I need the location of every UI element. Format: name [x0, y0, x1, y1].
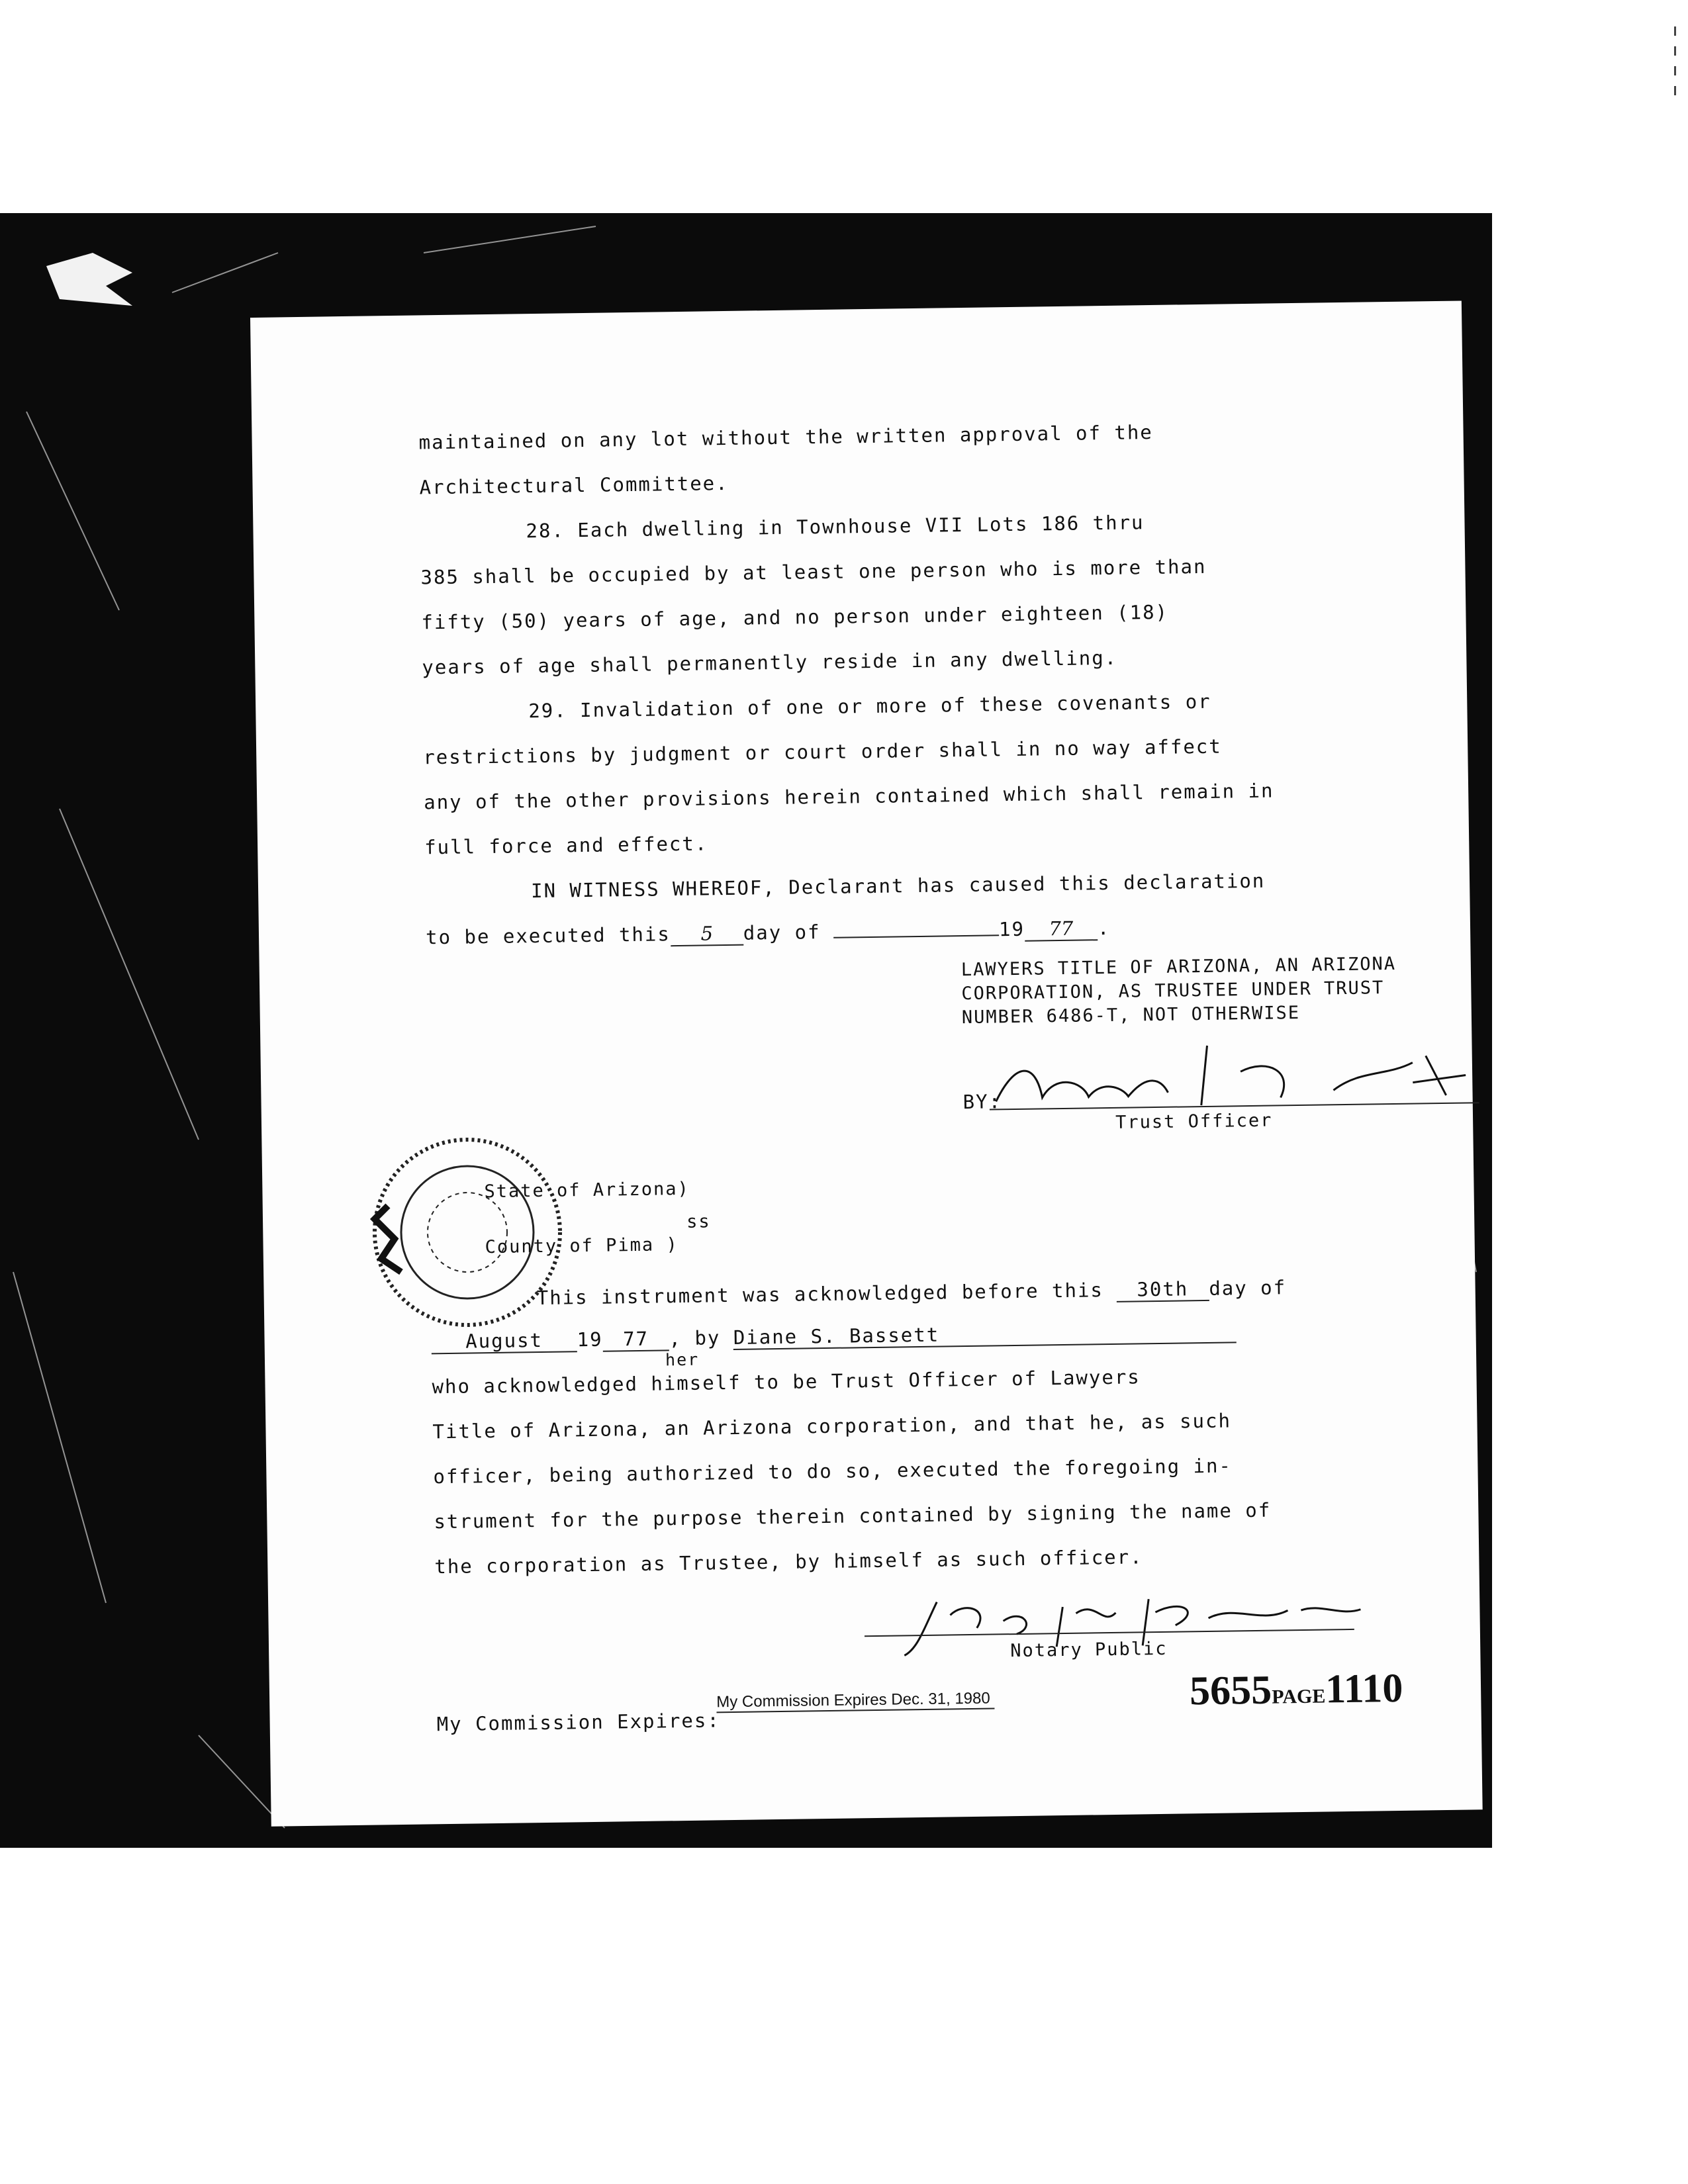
- inserted-word: her: [665, 1349, 700, 1370]
- signature-by-label: BY:: [962, 1090, 1002, 1114]
- declarant-line: CORPORATION, AS TRUSTEE UNDER TRUST: [961, 978, 1385, 1005]
- execution-day-of: day of: [743, 921, 821, 944]
- acknowledgment-line-1: [536, 1276, 1286, 1310]
- acknowledgment-day-of: day of: [1209, 1276, 1287, 1300]
- page-label: PAGE: [1272, 1685, 1326, 1708]
- commission-expiration-stamp: My Commission Expires Dec. 31, 1980: [716, 1690, 994, 1713]
- execution-year-field: 77: [1025, 917, 1098, 942]
- page-number: 1110: [1325, 1665, 1403, 1712]
- witness-line: IN WITNESS WHEREOF, Declarant has caused this declaration: [530, 869, 1266, 903]
- paragraph-28-line: 28. Each dwelling in Townhouse VII Lots 186 thru: [526, 511, 1145, 543]
- acknowledgment-year-prefix: 19: [577, 1328, 603, 1351]
- document-page: [250, 300, 1483, 1826]
- acknowledgment-line: Title of Arizona, an Arizona corporation, and that he, as such: [432, 1409, 1232, 1443]
- acknowledgment-line: the corporation as Trustee, by himself as such officer.: [434, 1545, 1143, 1578]
- paragraph-29-line: 29. Invalidation of one or more of these covenants or: [528, 690, 1211, 723]
- text-line: Architectural Committee.: [419, 471, 729, 499]
- trust-officer-signature: [988, 1028, 1479, 1121]
- execution-prefix: to be executed this: [425, 923, 671, 949]
- paragraph-28-line: fifty (50) years of age, and no person under eighteen (18): [421, 600, 1169, 634]
- execution-date-line: to be executed this 5 day of 19 77 .: [425, 916, 1111, 949]
- paragraph-29-line: restrictions by judgment or court order shall in no way affect: [423, 735, 1222, 769]
- paragraph-28-line: years of age shall permanently reside in any dwelling.: [422, 646, 1118, 679]
- acknowledgment-year-field: 77: [602, 1327, 669, 1351]
- text-line: maintained on any lot without the written approval of the: [418, 420, 1153, 454]
- scan-artifact-mark: [46, 253, 132, 306]
- book-number: 5655: [1189, 1667, 1272, 1714]
- acknowledgment-line: who acknowledged himself to be Trust Officer of Lawyers: [432, 1365, 1141, 1398]
- execution-month-field: [833, 934, 999, 938]
- acknowledgment-prefix: This instrument was acknowledged before this: [536, 1279, 1104, 1310]
- venue-ss: ss: [686, 1211, 711, 1232]
- trust-officer-title: Trust Officer: [1115, 1110, 1273, 1133]
- venue-county: County of Pima ): [485, 1234, 679, 1258]
- paragraph-29-line: full force and effect.: [424, 832, 708, 859]
- acknowledgment-month-field: August: [431, 1328, 577, 1354]
- commission-label: My Commission Expires:: [436, 1709, 721, 1736]
- scan-edge-mark: [1674, 86, 1676, 95]
- acknowledgment-day-field: 30th: [1116, 1277, 1209, 1302]
- declarant-line: LAWYERS TITLE OF ARIZONA, AN ARIZONA: [961, 953, 1397, 981]
- notary-seal: [361, 1126, 573, 1338]
- scan-edge-mark: [1674, 26, 1676, 36]
- paragraph-28-line: 385 shall be occupied by at least one person who is more than: [420, 555, 1207, 589]
- acknowledgment-line: strument for the purpose therein contained by signing the name of: [434, 1498, 1272, 1533]
- acknowledgment-by: , by: [669, 1326, 721, 1350]
- acknowledgment-line: officer, being authorized to do so, executed the foregoing in-: [433, 1454, 1233, 1488]
- notary-public-label: Notary Public: [1010, 1638, 1168, 1662]
- scan-edge-mark: [1674, 66, 1676, 75]
- venue-state: State of Arizona): [484, 1178, 690, 1203]
- scan-edge-mark: [1674, 46, 1676, 56]
- execution-day-field: 5: [671, 922, 743, 947]
- declarant-line: NUMBER 6486-T, NOT OTHERWISE: [961, 1002, 1301, 1028]
- book-page-number: [1190, 1665, 1403, 1715]
- paragraph-29-line: any of the other provisions herein contained which shall remain in: [424, 779, 1274, 814]
- acknowledgment-name-field: Diane S. Bassett: [733, 1319, 1237, 1350]
- execution-year-prefix: 19: [998, 917, 1025, 941]
